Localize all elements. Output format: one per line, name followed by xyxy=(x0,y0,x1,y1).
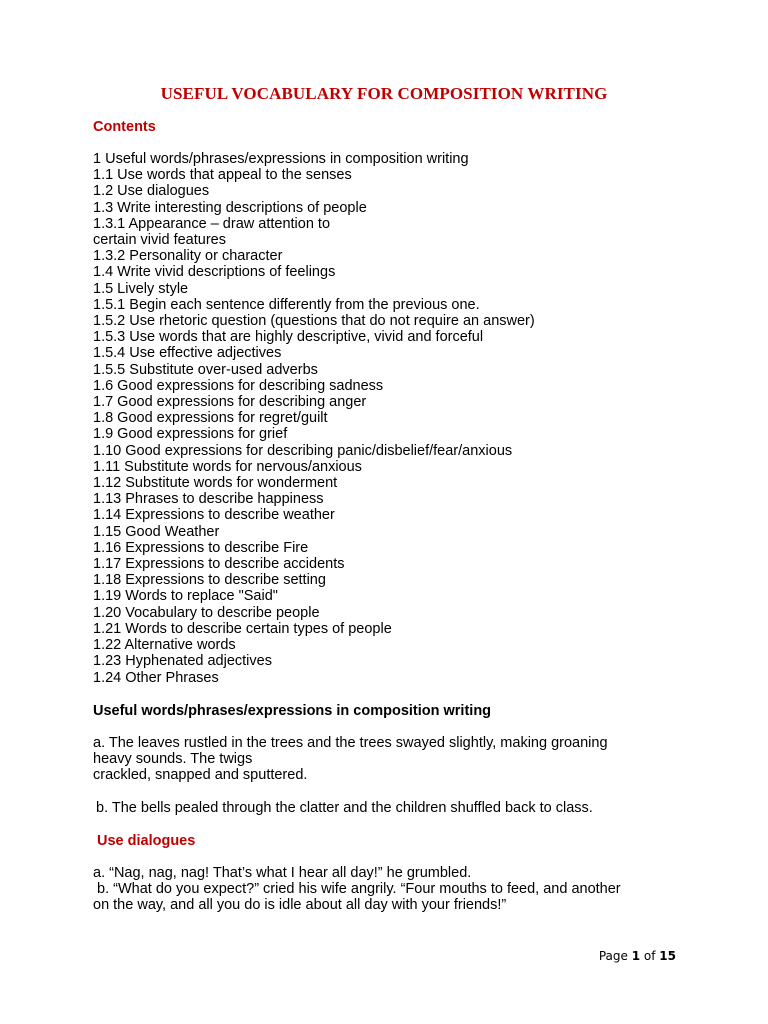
toc-item: 1.23 Hyphenated adjectives xyxy=(93,653,272,670)
toc-item: 1.11 Substitute words for nervous/anxious xyxy=(93,458,362,475)
toc-item: 1.6 Good expressions for describing sadness xyxy=(93,377,384,394)
toc-item: 1.1 Use words that appeal to the senses xyxy=(93,167,352,184)
toc-item: 1.13 Phrases to describe happiness xyxy=(93,491,324,508)
dialogue-examples xyxy=(93,865,693,914)
toc-item: 1.18 Expressions to describe setting xyxy=(93,572,326,589)
paragraph-line: b. The bells pealed through the clatter and the children shuffled back to class. xyxy=(96,800,593,816)
toc-item: 1.4 Write vivid descriptions of feelings xyxy=(93,264,336,281)
toc-item: 1.22 Alternative words xyxy=(93,637,236,654)
paragraph-line: crackled, snapped and sputtered. xyxy=(93,767,308,784)
toc-item: 1.5.4 Use effective adjectives xyxy=(93,345,282,362)
paragraph-line: b. “What do you expect?” cried his wife angrily. “Four mouths to feed, and another xyxy=(93,881,621,898)
current-page-number: 1 xyxy=(631,949,641,963)
toc-item: 1.3.2 Personality or character xyxy=(93,248,283,265)
toc-item: 1.20 Vocabulary to describe people xyxy=(93,604,320,621)
toc-item: 1.7 Good expressions for describing anger xyxy=(93,394,367,411)
paragraph-line: a. “Nag, nag, nag! That’s what I hear all day!” he grumbled. xyxy=(93,865,472,881)
example-paragraph-b xyxy=(96,800,696,816)
toc-item: 1.2 Use dialogues xyxy=(93,183,210,200)
total-page-count: 15 xyxy=(659,949,676,963)
toc-item: 1.9 Good expressions for grief xyxy=(93,426,288,443)
toc-item: 1.14 Expressions to describe weather xyxy=(93,507,335,524)
toc-item: 1.3 Write interesting descriptions of people xyxy=(93,199,367,216)
toc-item: 1.15 Good Weather xyxy=(93,523,220,540)
table-of-contents xyxy=(93,151,535,686)
toc-item: 1.10 Good expressions for describing panic/disbelief/fear/anxious xyxy=(93,442,513,459)
section-heading-use-dialogues: Use dialogues xyxy=(97,833,196,849)
toc-item: certain vivid features xyxy=(93,232,226,249)
paragraph-line: heavy sounds. The twigs xyxy=(93,751,253,768)
toc-item: 1.8 Good expressions for regret/guilt xyxy=(93,410,328,427)
section-heading-useful-words: Useful words/phrases/expressions in composition writing xyxy=(93,703,492,719)
toc-item: 1.5.3 Use words that are highly descriptive, vivid and forceful xyxy=(93,329,484,346)
toc-item: 1 Useful words/phrases/expressions in composition writing xyxy=(93,151,469,167)
toc-item: 1.5.2 Use rhetoric question (questions that do not require an answer) xyxy=(93,313,535,330)
example-paragraph-a xyxy=(93,735,693,784)
toc-item: 1.3.1 Appearance – draw attention to xyxy=(93,215,331,232)
document-title: USEFUL VOCABULARY FOR COMPOSITION WRITING xyxy=(160,84,608,103)
toc-item: 1.5.5 Substitute over-used adverbs xyxy=(93,361,318,378)
page-label: Page xyxy=(598,949,628,963)
toc-item: 1.24 Other Phrases xyxy=(93,669,219,686)
toc-item: 1.19 Words to replace "Said" xyxy=(93,588,278,605)
page-number-footer xyxy=(599,949,676,963)
toc-item: 1.5 Lively style xyxy=(93,280,189,297)
of-label: of xyxy=(643,949,656,963)
toc-item: 1.17 Expressions to describe accidents xyxy=(93,556,345,573)
toc-item: 1.5.1 Begin each sentence differently from the previous one. xyxy=(93,296,480,313)
contents-heading: Contents xyxy=(93,119,156,135)
paragraph-line: a. The leaves rustled in the trees and the trees swayed slightly, making groaning xyxy=(93,735,608,751)
paragraph-line: on the way, and all you do is idle about all day with your friends!” xyxy=(93,897,507,914)
toc-item: 1.12 Substitute words for wonderment xyxy=(93,475,338,492)
toc-item: 1.21 Words to describe certain types of people xyxy=(93,620,392,637)
toc-item: 1.16 Expressions to describe Fire xyxy=(93,539,309,556)
